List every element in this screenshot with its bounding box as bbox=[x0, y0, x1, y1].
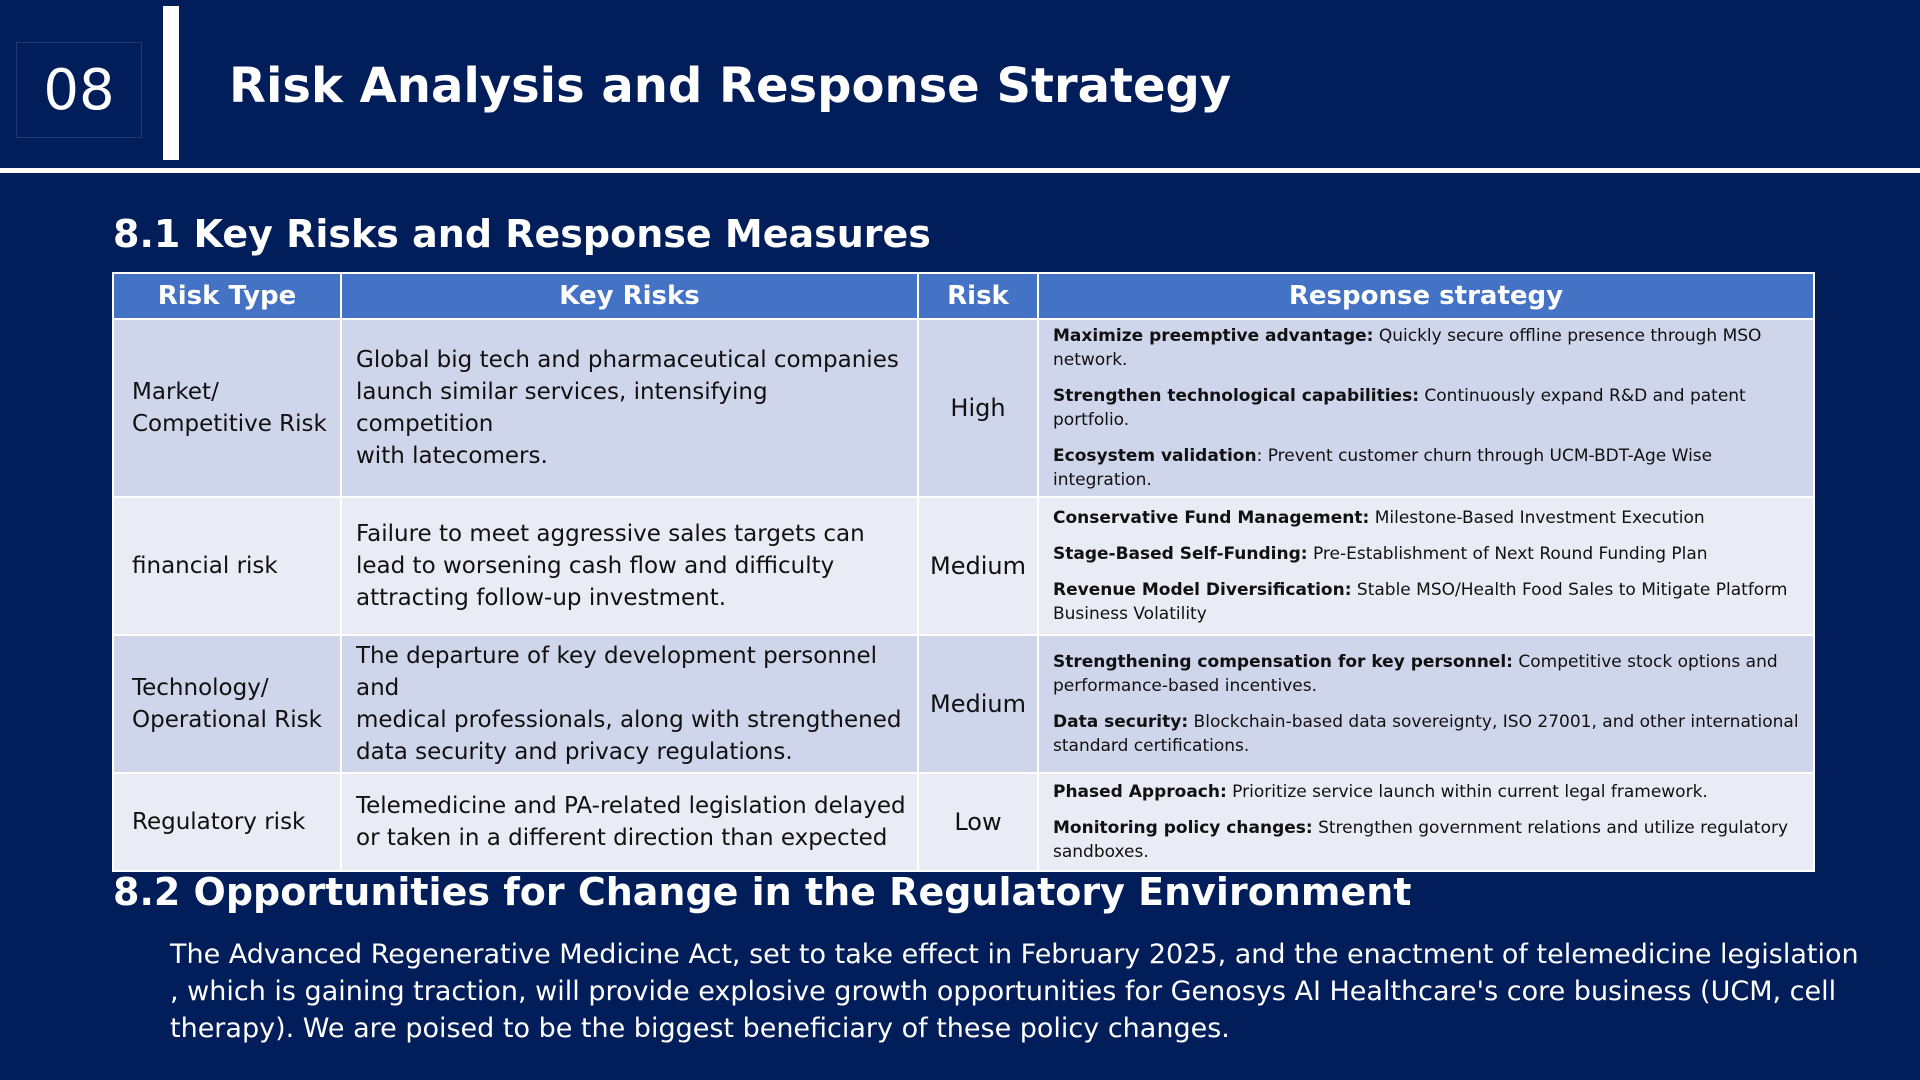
risk-level-cell: High bbox=[918, 319, 1038, 497]
response-label: Ecosystem validation bbox=[1053, 446, 1257, 466]
response-text: Competitive stock options and performance-based incentives. bbox=[1053, 652, 1778, 696]
response-item bbox=[1053, 650, 1803, 698]
section-number: 08 bbox=[43, 57, 115, 123]
key-risk-line: Telemedicine and PA-related legislation delayed bbox=[356, 793, 906, 819]
risk-type-line: Competitive Risk bbox=[132, 411, 327, 437]
response-item bbox=[1053, 384, 1803, 432]
response-item bbox=[1053, 578, 1803, 626]
response-text: Prioritize service launch within current legal framework. bbox=[1226, 782, 1708, 802]
key-risk-line: or taken in a different direction than expected bbox=[356, 825, 888, 851]
table-row bbox=[113, 773, 1814, 871]
risk-level-cell: Medium bbox=[918, 635, 1038, 773]
key-risks-cell bbox=[341, 635, 918, 773]
key-risks-cell bbox=[341, 773, 918, 871]
response-text: Continuously expand R&D and patent portfolio. bbox=[1053, 386, 1746, 430]
body-line: therapy). We are poised to be the biggest beneficiary of these policy changes. bbox=[170, 1013, 1230, 1044]
key-risks-cell bbox=[341, 319, 918, 497]
risk-type-cell bbox=[113, 497, 341, 635]
risk-type-line: Operational Risk bbox=[132, 707, 322, 733]
response-item bbox=[1053, 506, 1803, 530]
response-text: Blockchain-based data sovereignty, ISO 27001, and other international standard certifications. bbox=[1053, 712, 1799, 756]
key-risk-line: attracting follow-up investment. bbox=[356, 585, 727, 611]
key-risk-line: with latecomers. bbox=[356, 443, 548, 469]
response-cell bbox=[1038, 773, 1814, 871]
table-header-row bbox=[113, 273, 1814, 319]
risk-type-cell bbox=[113, 319, 341, 497]
response-text: Quickly secure offline presence through MSO network. bbox=[1053, 326, 1762, 370]
response-label: Strengthening compensation for key personnel: bbox=[1053, 652, 1513, 672]
response-label: Monitoring policy changes: bbox=[1053, 818, 1313, 838]
header-rule bbox=[0, 168, 1920, 173]
body-line: The Advanced Regenerative Medicine Act, set to take effect in February 2025, and the enactment of telemedicine legislation bbox=[170, 939, 1859, 970]
response-item bbox=[1053, 816, 1803, 864]
header-risk-type: Risk Type bbox=[113, 273, 341, 319]
response-item bbox=[1053, 444, 1803, 492]
key-risks-cell bbox=[341, 497, 918, 635]
response-text: Stable MSO/Health Food Sales to Mitigate Platform Business Volatility bbox=[1053, 580, 1788, 624]
page-title: Risk Analysis and Response Strategy bbox=[229, 58, 1232, 114]
key-risk-line: Failure to meet aggressive sales targets can bbox=[356, 521, 865, 547]
risk-type-line: Market/ bbox=[132, 379, 219, 405]
response-cell bbox=[1038, 497, 1814, 635]
risk-type-cell bbox=[113, 773, 341, 871]
key-risk-line: medical professionals, along with strengthened bbox=[356, 707, 902, 733]
response-label: Conservative Fund Management: bbox=[1053, 508, 1370, 528]
response-item bbox=[1053, 542, 1803, 566]
key-risk-line: The departure of key development personnel and bbox=[356, 643, 878, 701]
section-number-badge bbox=[16, 42, 142, 138]
response-label: Data security: bbox=[1053, 712, 1189, 732]
risk-type-cell bbox=[113, 635, 341, 773]
response-text: Milestone-Based Investment Execution bbox=[1369, 508, 1705, 528]
key-risk-line: data security and privacy regulations. bbox=[356, 739, 793, 765]
risk-type-line: financial risk bbox=[132, 553, 278, 579]
risk-type-line: Regulatory risk bbox=[132, 809, 306, 835]
key-risk-line: launch similar services, intensifying competition bbox=[356, 379, 768, 437]
response-label: Stage-Based Self-Funding: bbox=[1053, 544, 1308, 564]
response-text: Pre-Establishment of Next Round Funding Plan bbox=[1307, 544, 1708, 564]
section-2-body bbox=[170, 936, 1859, 1047]
response-item bbox=[1053, 710, 1803, 758]
response-item bbox=[1053, 780, 1803, 804]
section-2-title: 8.2 Opportunities for Change in the Regulatory Environment bbox=[113, 870, 1412, 914]
response-text: : Prevent customer churn through UCM-BDT-Age Wise integration. bbox=[1053, 446, 1713, 490]
header-response-strategy: Response strategy bbox=[1038, 273, 1814, 319]
header-risk-level: Risk bbox=[918, 273, 1038, 319]
response-label: Phased Approach: bbox=[1053, 782, 1227, 802]
body-line: , which is gaining traction, will provide explosive growth opportunities for Genosys AI Healthcare's core business (UCM, cell bbox=[170, 976, 1837, 1007]
table-row bbox=[113, 635, 1814, 773]
response-text: Strengthen government relations and utilize regulatory sandboxes. bbox=[1053, 818, 1789, 862]
header-key-risks: Key Risks bbox=[341, 273, 918, 319]
table-row bbox=[113, 319, 1814, 497]
response-label: Revenue Model Diversification: bbox=[1053, 580, 1352, 600]
response-label: Maximize preemptive advantage: bbox=[1053, 326, 1374, 346]
response-cell bbox=[1038, 319, 1814, 497]
response-item bbox=[1053, 324, 1803, 372]
risk-level-cell: Medium bbox=[918, 497, 1038, 635]
response-cell bbox=[1038, 635, 1814, 773]
section-1-title: 8.1 Key Risks and Response Measures bbox=[113, 212, 931, 256]
response-label: Strengthen technological capabilities: bbox=[1053, 386, 1419, 406]
key-risk-line: lead to worsening cash flow and difficulty bbox=[356, 553, 835, 579]
risk-type-line: Technology/ bbox=[132, 675, 269, 701]
risk-level-cell: Low bbox=[918, 773, 1038, 871]
key-risk-line: Global big tech and pharmaceutical companies bbox=[356, 347, 899, 373]
table-row bbox=[113, 497, 1814, 635]
vertical-divider bbox=[163, 6, 179, 160]
risk-table bbox=[112, 272, 1815, 872]
